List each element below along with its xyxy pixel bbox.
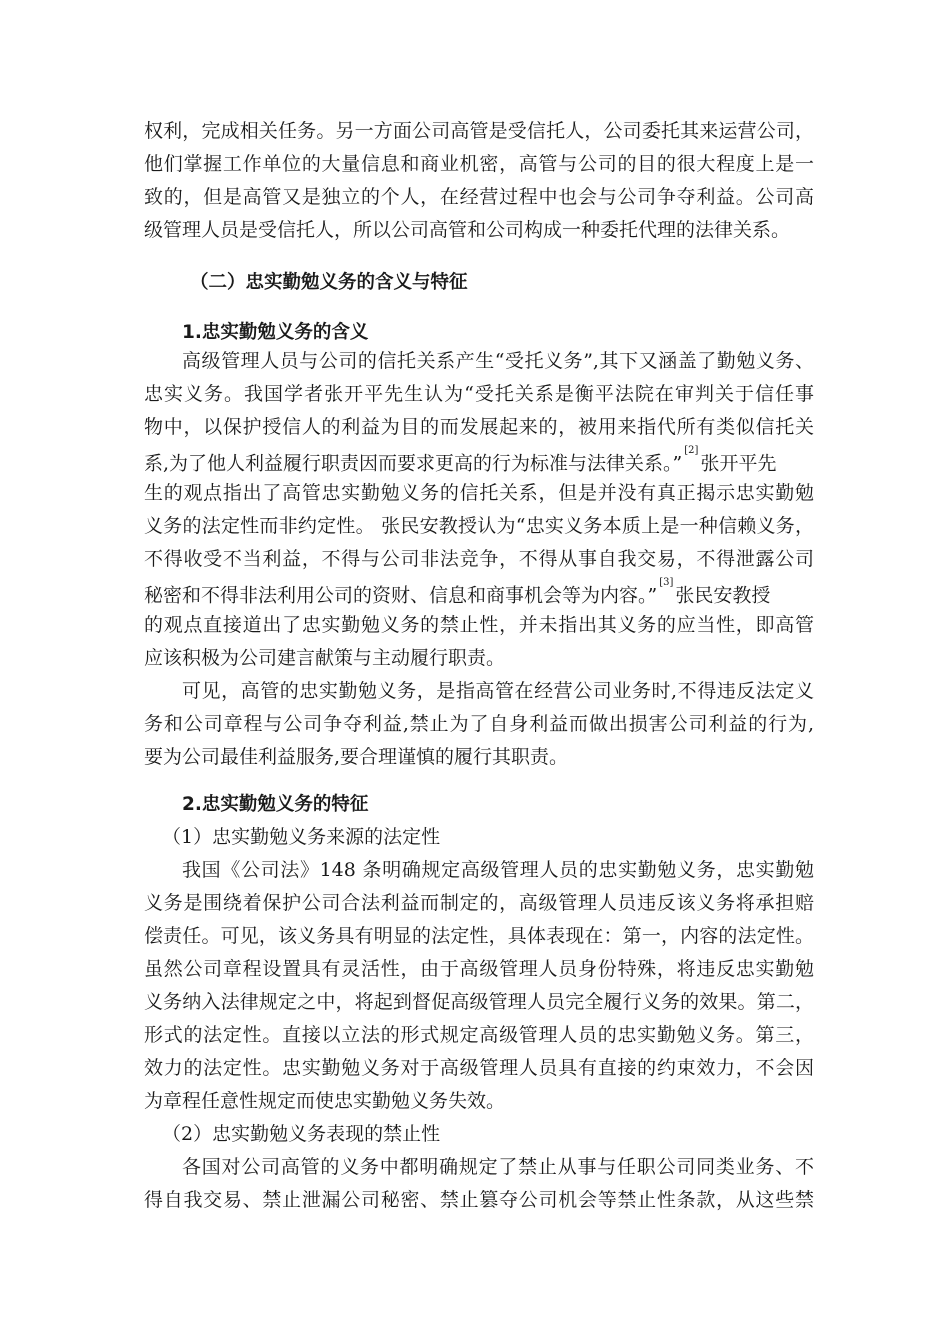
paragraph-line: 生的观点指出了高管忠实勤勉义务的信托关系，但是并没有真正揭示忠实勤勉 xyxy=(144,482,814,504)
paragraph-line: 高级管理人员与公司的信托关系产生“受托义务”,其下又涵盖了勤勉义务、 xyxy=(182,350,814,372)
citation-ref: [2] xyxy=(684,445,699,456)
paragraph-line: 不得收受不当利益，不得与公司非法竞争，不得从事自我交易，不得泄露公司 xyxy=(144,548,814,570)
paragraph-line: 各国对公司高管的义务中都明确规定了禁止从事与任职公司同类业务、不 xyxy=(182,1156,814,1178)
paragraph-line: 义务是围绕着保护公司合法利益而制定的，高级管理人员违反该义务将承担赔 xyxy=(144,892,814,914)
paragraph-line-with-citation xyxy=(144,445,814,475)
text-span: 系,为了他人利益履行职责因而要求更高的行为标准与法律关系。” xyxy=(144,452,683,475)
paragraph-line: 偿责任。可见，该义务具有明显的法定性，具体表现在：第一，内容的法定性。 xyxy=(144,925,814,947)
paragraph-line: 务和公司章程与公司争夺利益,禁止为了自身利益而做出损害公司利益的行为, xyxy=(144,713,814,735)
paragraph-line: 义务纳入法律规定之中，将起到督促高级管理人员完全履行义务的效果。第二， xyxy=(144,991,814,1013)
section-heading: （二）忠实勤勉义务的含义与特征 xyxy=(190,272,468,293)
paragraph-line: 效力的法定性。忠实勤勉义务对于高级管理人员具有直接的约束效力，不会因 xyxy=(144,1057,814,1079)
sub-heading: 2.忠实勤勉义务的特征 xyxy=(182,794,369,815)
text-span: 秘密和不得非法利用公司的资财、信息和商事机会等为内容。” xyxy=(144,584,658,607)
paragraph-line: 要为公司最佳利益服务,要合理谨慎的履行其职责。 xyxy=(144,746,569,768)
paragraph-line: 虽然公司章程设置具有灵活性，由于高级管理人员身份特殊，将违反忠实勤勉 xyxy=(144,958,814,980)
paragraph-line: 致的，但是高管又是独立的个人，在经营过程中也会与公司争夺利益。公司高 xyxy=(144,186,814,208)
paragraph-line: 权利，完成相关任务。另一方面公司高管是受信托人，公司委托其来运营公司， xyxy=(144,120,814,142)
item-title: （1）忠实勤勉义务来源的法定性 xyxy=(162,826,441,848)
paragraph-line: 可见，高管的忠实勤勉义务，是指高管在经营公司业务时,不得违反法定义 xyxy=(182,680,814,702)
paragraph-line: 级管理人员是受信托人，所以公司高管和公司构成一种委托代理的法律关系。 xyxy=(144,219,791,241)
paragraph-line: 得自我交易、禁止泄漏公司秘密、禁止篡夺公司机会等禁止性条款，从这些禁 xyxy=(144,1189,814,1211)
paragraph-line: 的观点直接道出了忠实勤勉义务的禁止性，并未指出其义务的应当性，即高管 xyxy=(144,614,814,636)
text-span: 张开平先 xyxy=(700,452,777,475)
sub-heading: 1.忠实勤勉义务的含义 xyxy=(182,322,369,343)
paragraph-line: 他们掌握工作单位的大量信息和商业机密，高管与公司的目的很大程度上是一 xyxy=(144,153,814,175)
paragraph-line: 忠实义务。我国学者张开平先生认为“受托关系是衡平法院在审判关于信任事 xyxy=(144,383,814,405)
paragraph-line: 义务的法定性而非约定性。 张民安教授认为“忠实义务本质上是一种信赖义务， xyxy=(144,515,814,537)
paragraph-line: 物中，以保护授信人的利益为目的而发展起来的，被用来指代所有类似信托关 xyxy=(144,416,814,438)
text-span: 张民安教授 xyxy=(675,584,771,607)
paragraph-line-with-citation xyxy=(144,577,814,607)
item-title: （2）忠实勤勉义务表现的禁止性 xyxy=(162,1123,441,1145)
paragraph-line: 应该积极为公司建言献策与主动履行职责。 xyxy=(144,647,506,669)
citation-ref: [3] xyxy=(659,577,674,588)
paragraph-line: 为章程任意性规定而使忠实勤勉义务失效。 xyxy=(144,1090,506,1112)
paragraph-line: 我国《公司法》148 条明确规定高级管理人员的忠实勤勉义务，忠实勤勉 xyxy=(182,859,814,881)
paragraph-line: 形式的法定性。直接以立法的形式规定高级管理人员的忠实勤勉义务。第三， xyxy=(144,1024,814,1046)
